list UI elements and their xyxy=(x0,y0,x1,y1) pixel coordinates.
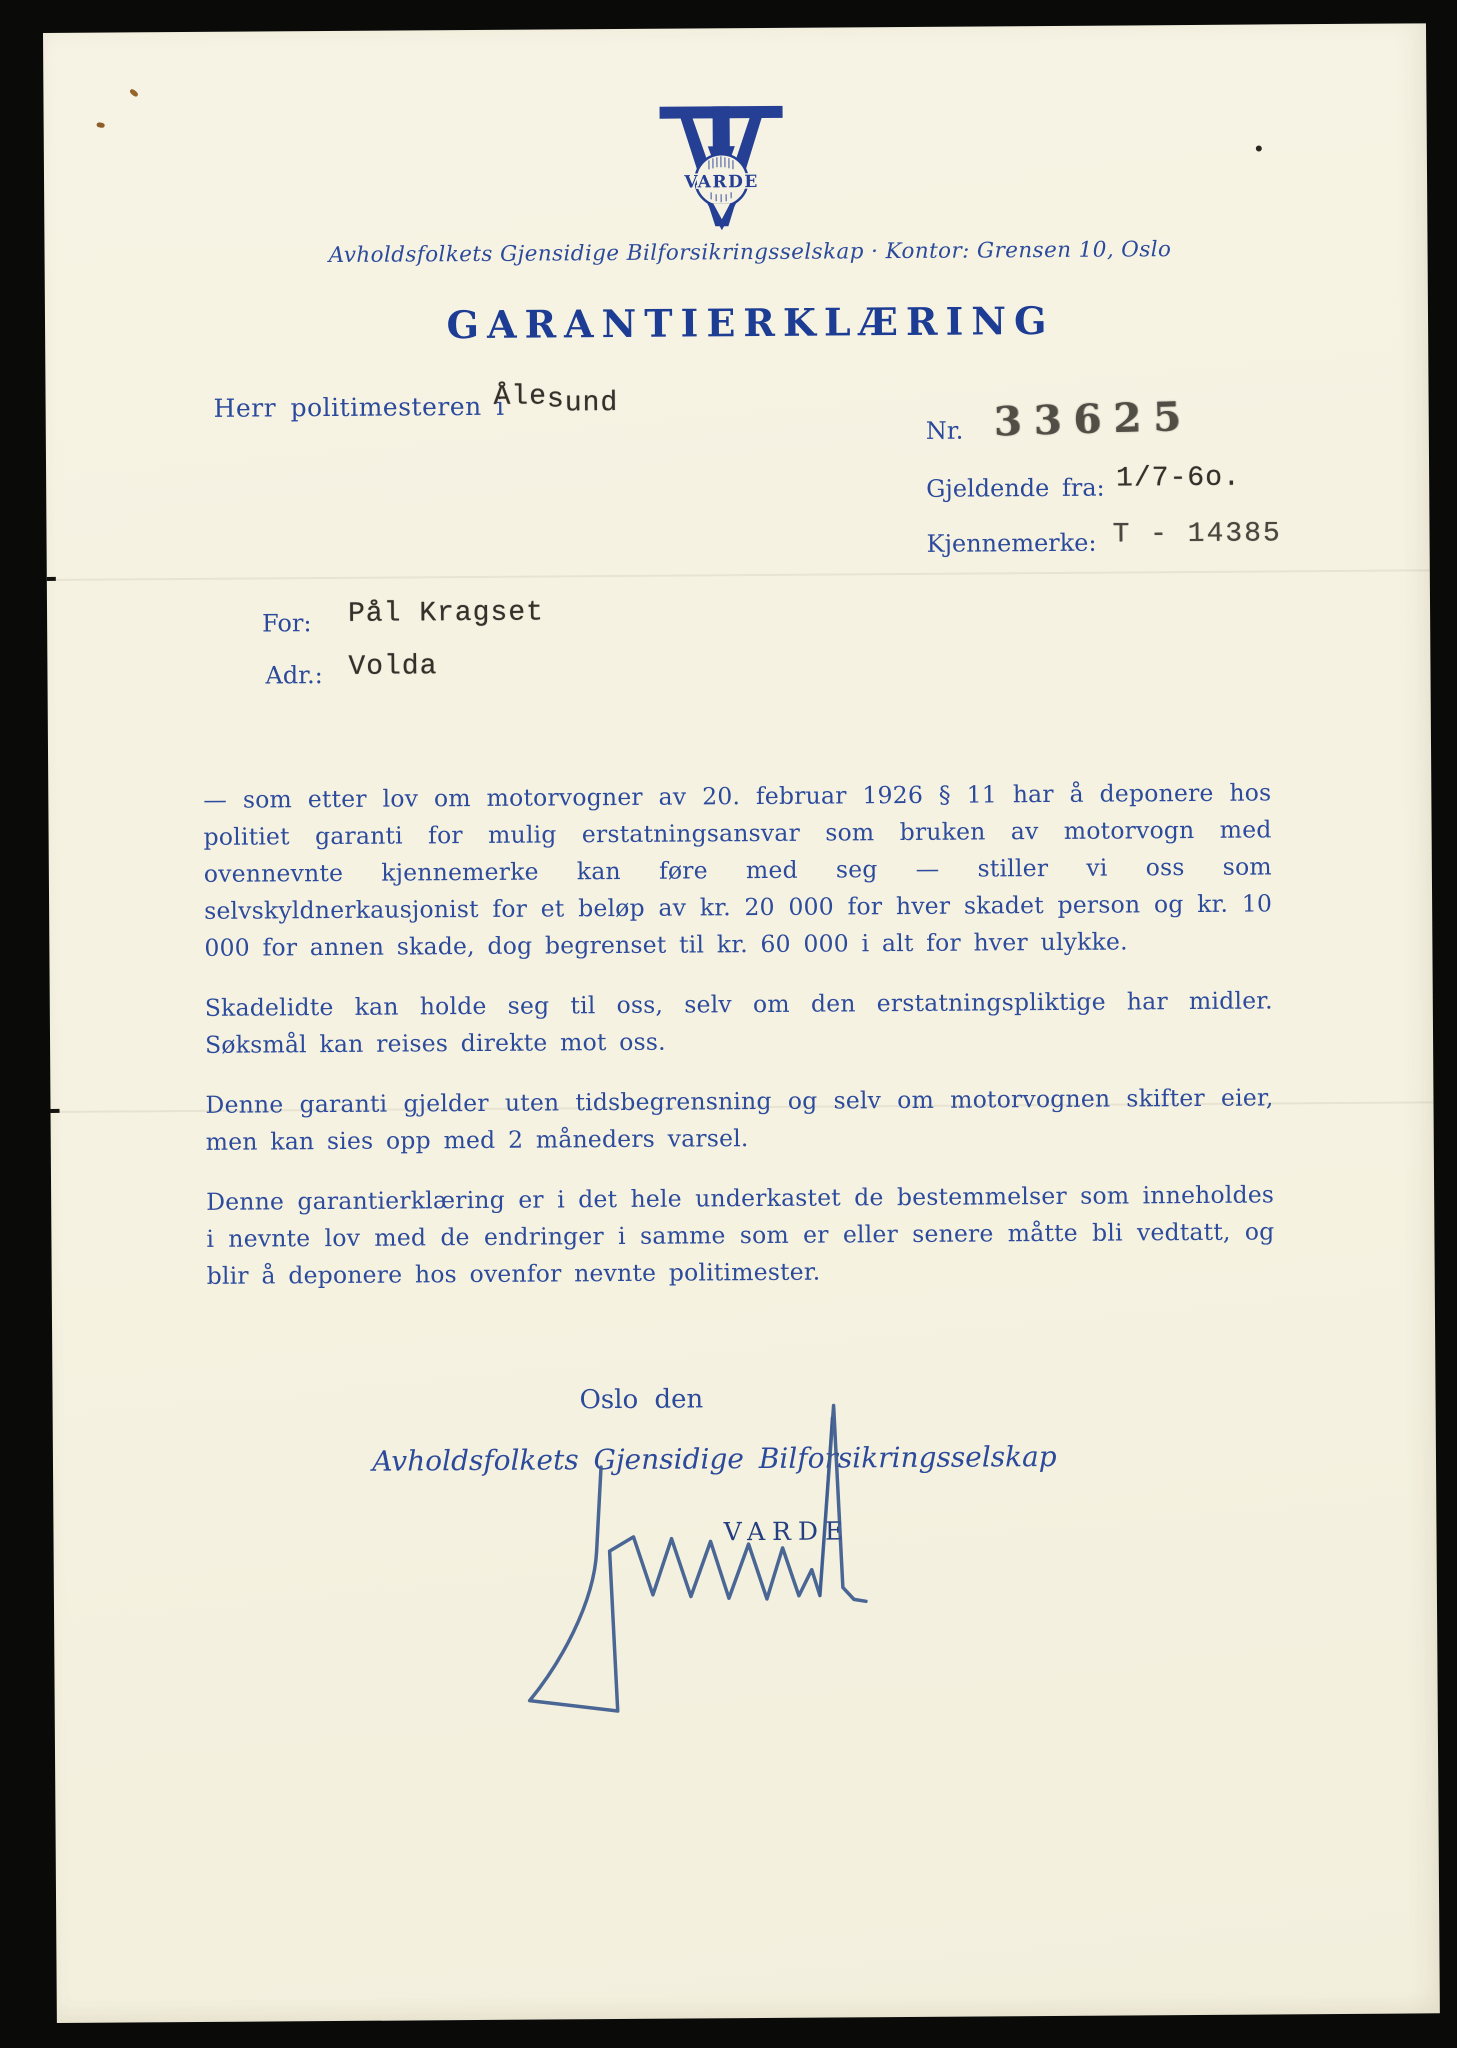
handwritten-signature xyxy=(43,23,1440,2023)
plate-label: Kjennemerke: xyxy=(926,528,1097,558)
document-title: GARANTIERKLÆRING xyxy=(446,297,1055,348)
address-label: Adr.: xyxy=(265,661,323,690)
dateline: Oslo den xyxy=(579,1384,704,1416)
valid-from-label: Gjeldende fra: xyxy=(926,473,1105,503)
addressee-part: Åle xyxy=(493,381,548,413)
addressee-label: Herr politimesteren i xyxy=(213,391,505,423)
paragraph-4: Denne garantierklæring er i det hele underkastet de bestemmelser som inneholdes i nevnte lov med de endringer i samme som er eller senere måtte bli vedtatt, og blir å deponere hos ovenfor nevnte politimester. xyxy=(206,1180,1275,1290)
addressee-part: s xyxy=(546,384,565,416)
company-tagline: Avholdsfolkets Gjensidige Bilforsikringsselskap · Kontor: Grensen 10, Oslo xyxy=(328,237,1172,269)
document-page xyxy=(43,23,1440,2023)
logo-wordmark: VARDE xyxy=(684,172,759,193)
signature-company-name: VARDE xyxy=(723,1516,851,1547)
insured-label: For: xyxy=(262,609,312,638)
valid-from-typed: 1/7-6o. xyxy=(1116,462,1241,495)
paragraph-3: Denne garanti gjelder uten tidsbegrensning og selv om motorvognen skifter eier, men kan sies opp med 2 måneders varsel. xyxy=(205,1083,1274,1156)
addressee-part: und xyxy=(564,387,619,420)
paragraph-2: Skadelidte kan holde seg til oss, selv om den erstatningspliktige har midler. Søksmål kan reises direkte mot oss. xyxy=(204,986,1273,1059)
address-value-typed: Volda xyxy=(348,651,438,683)
signature-company-line: Avholdsfolkets Gjensidige Bilforsikringsselskap xyxy=(372,1439,1057,1478)
policy-number-stamp: 33625 xyxy=(993,392,1194,446)
insured-name-typed: Pål Kragset xyxy=(347,597,545,630)
nr-label: Nr. xyxy=(925,416,964,445)
paragraph-1: — som etter lov om motorvogner av 20. februar 1926 § 11 har å deponere hos politiet garanti for mulig erstatningsansvar som bruken av motorvogn med ovennevnte kjennemerke kan føre med seg — stiller vi oss som selvskyldnerkausjonist for et beløp av kr. 20 000 for hver skadet person og kr. 10 000 for annen skade, dog begrenset til kr. 60 000 i alt for hver ulykke. xyxy=(203,778,1273,962)
plate-number-typed: T - 14385 xyxy=(1112,518,1282,551)
